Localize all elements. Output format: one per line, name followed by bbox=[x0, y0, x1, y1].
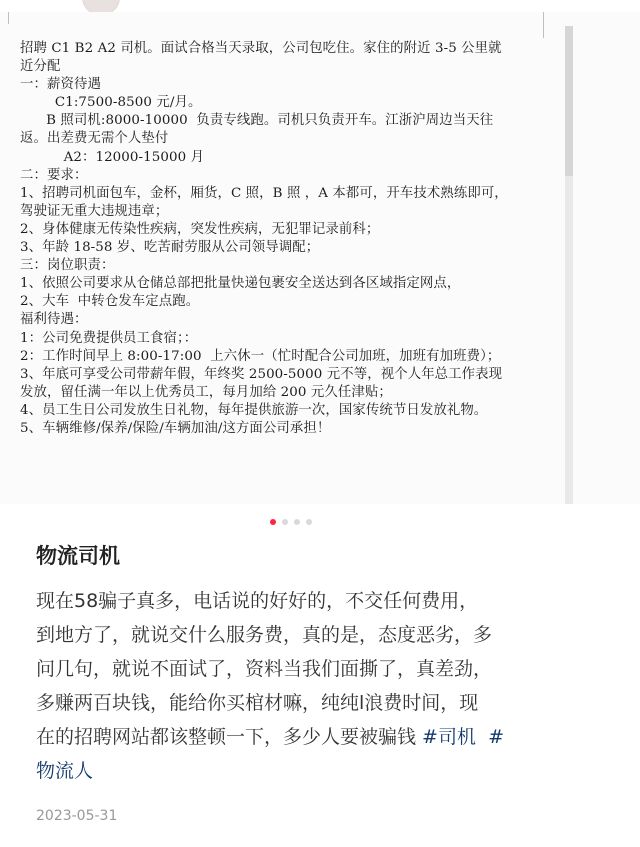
post-image[interactable] bbox=[0, 12, 640, 504]
doc-line: B 照司机:8000-10000 负责专线跑。司机只负责开车。江浙沪周边当天往 bbox=[20, 113, 494, 129]
doc-line: 3、年龄 18-58 岁、吃苦耐劳服从公司领导调配； bbox=[20, 240, 320, 256]
post-body-line: 现在58骗子真多，电话说的好好的，不交任何费用， bbox=[36, 590, 479, 612]
doc-line: 近分配 bbox=[20, 59, 61, 75]
doc-line: 一：薪资待遇 bbox=[20, 77, 101, 93]
doc-line: 2、大车 中转仓发车定点跑。 bbox=[20, 294, 200, 310]
doc-line: 驾驶证无重大违规违章； bbox=[20, 203, 169, 219]
post-body-line: 多赚两百块钱，能给你买棺材嘛，纯纯l浪费时间，现 bbox=[36, 692, 479, 714]
post-body-line: 到地方了，就说交什么服务费，真的是，态度恶劣，多 bbox=[36, 624, 493, 646]
doc-line: 招聘 C1 B2 A2 司机。面试合格当天录取，公司包吃住。家住的附近 3-5 公里就 bbox=[20, 41, 502, 56]
carousel-dot[interactable] bbox=[282, 519, 288, 525]
post-body bbox=[36, 584, 596, 788]
image-border-left bbox=[0, 12, 9, 24]
carousel-indicator bbox=[270, 519, 312, 525]
doc-line: 返。出差费无需个人垫付 bbox=[20, 131, 169, 147]
post-body-line bbox=[36, 754, 596, 788]
doc-line: 2：工作时间早上 8:00-17:00 上六休一（忙时配合公司加班，加班有加班费）； bbox=[20, 348, 501, 364]
doc-line: 福利待遇： bbox=[20, 312, 88, 328]
doc-line: 1：公司免费提供员工食宿；： bbox=[20, 330, 198, 346]
doc-line: C1:7500-8500 元/月。 bbox=[20, 95, 202, 111]
carousel-dot[interactable] bbox=[306, 519, 312, 525]
doc-line: 4、员工生日公司发放生日礼物，每年提供旅游一次，国家传统节日发放礼物。 bbox=[20, 402, 488, 418]
carousel-dot[interactable] bbox=[294, 519, 300, 525]
post-body-line bbox=[36, 720, 596, 754]
carousel-dot-active[interactable] bbox=[270, 519, 276, 525]
document-scrollbar-thumb bbox=[565, 26, 573, 176]
doc-line: 发放，留任满一年以上优秀员工，每月加给 200 元久任津贴； bbox=[20, 384, 392, 400]
post-body-line-text: 在的招聘网站都该整顿一下，多少人要被骗钱 bbox=[36, 726, 423, 748]
image-border-right bbox=[543, 12, 544, 38]
doc-line: 5、车辆维修/保养/保险/车辆加油/这方面公司承担！ bbox=[20, 420, 331, 436]
post-title: 物流司机 bbox=[36, 544, 120, 568]
doc-line: 1、招聘司机面包车，金杯，厢货，C 照，B 照 ，A 本都可，开车技术熟练即可， bbox=[20, 185, 508, 201]
doc-line: 1、依照公司要求从仓储总部把批量快递包裹安全送达到各区域指定网点， bbox=[20, 276, 461, 292]
doc-line: A2：12000-15000 月 bbox=[20, 149, 205, 165]
post-body-line: 问几句，就说不面试了，资料当我们面撕了，真差劲， bbox=[36, 658, 493, 680]
doc-line: 2、身体健康无传染性疾病，突发性疾病，无犯罪记录前科； bbox=[20, 221, 380, 237]
hashtag-link[interactable]: # bbox=[488, 726, 504, 748]
doc-line: 3、年底可享受公司带薪年假，年终奖 2500-5000 元不等，视个人年总工作表现 bbox=[20, 366, 503, 382]
hashtag-link[interactable]: 物流人 bbox=[36, 760, 94, 782]
doc-line: 二：要求： bbox=[20, 167, 88, 183]
document-scrollbar bbox=[565, 26, 573, 504]
hashtag-link[interactable]: #司机 bbox=[422, 726, 476, 748]
job-posting-text bbox=[20, 40, 555, 438]
post-date: 2023-05-31 bbox=[36, 808, 118, 824]
doc-line: 三：岗位职责： bbox=[20, 258, 115, 274]
